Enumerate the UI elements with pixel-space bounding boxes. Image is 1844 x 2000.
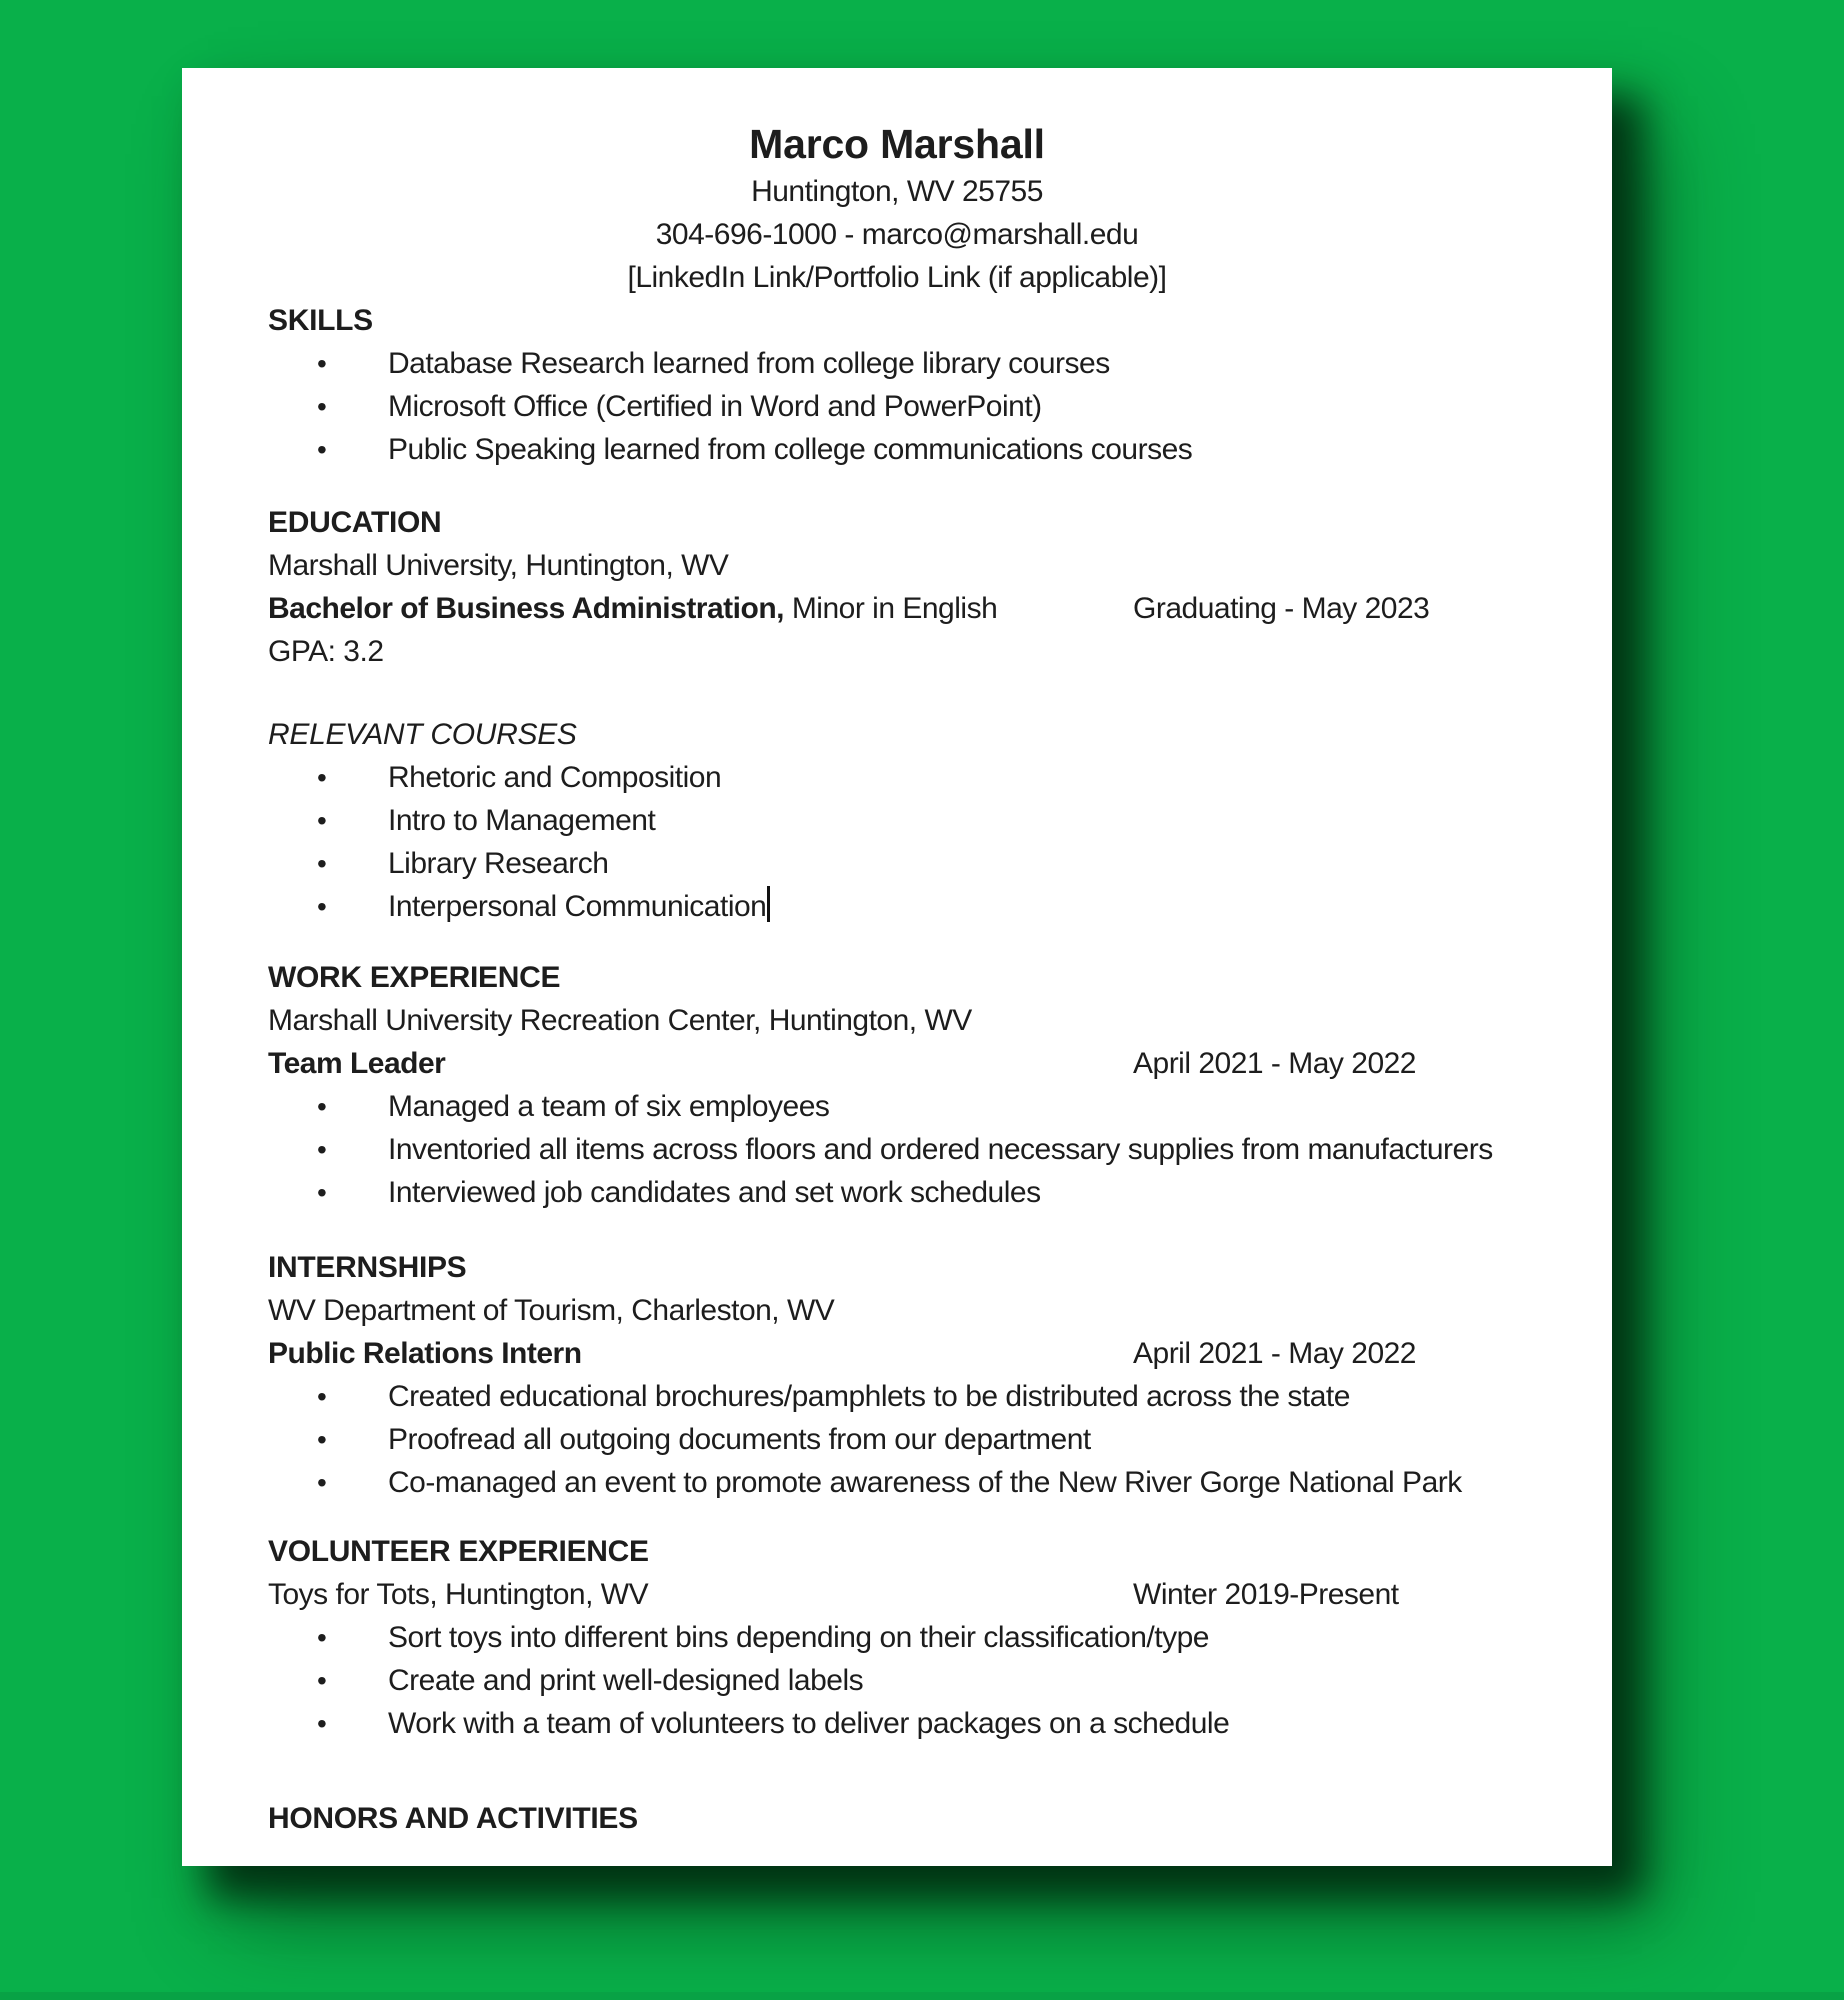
internship-title-line xyxy=(268,1332,1526,1375)
internship-job-title: Public Relations Intern xyxy=(268,1337,582,1370)
course-item xyxy=(268,842,1526,885)
course-item-text: Interpersonal Communication xyxy=(388,890,767,923)
volunteer-duty-item xyxy=(268,1702,1526,1745)
education-gpa: GPA: 3.2 xyxy=(268,635,384,668)
volunteer-heading: VOLUNTEER EXPERIENCE xyxy=(268,1535,649,1568)
bullet-icon: • xyxy=(317,848,327,879)
volunteer-duties-list xyxy=(268,1616,1526,1745)
education-school: Marshall University, Huntington, WV xyxy=(268,549,729,582)
bullet-icon: • xyxy=(317,1467,327,1498)
bullet-icon: • xyxy=(317,1424,327,1455)
candidate-name: Marco Marshall xyxy=(749,121,1045,167)
honors-heading: HONORS AND ACTIVITIES xyxy=(268,1802,638,1835)
bullet-icon: • xyxy=(317,434,327,465)
bullet-icon: • xyxy=(317,762,327,793)
bullet-icon: • xyxy=(317,391,327,422)
volunteer-organization: Toys for Tots, Huntington, WV xyxy=(268,1578,649,1611)
volunteer-date-range: Winter 2019-Present xyxy=(1133,1578,1399,1611)
bullet-icon: • xyxy=(317,348,327,379)
course-item-text: Rhetoric and Composition xyxy=(388,761,722,794)
internships-heading: INTERNSHIPS xyxy=(268,1251,467,1284)
internship-duty-text: Co-managed an event to promote awareness of the New River Gorge National Park xyxy=(388,1466,1462,1499)
section-work-experience xyxy=(268,956,1526,1214)
skills-item-text: Public Speaking learned from college communications courses xyxy=(388,433,1193,466)
section-education xyxy=(268,501,1526,673)
internship-duty-item xyxy=(268,1375,1526,1418)
internship-duty-item xyxy=(268,1418,1526,1461)
internship-date-range: April 2021 - May 2022 xyxy=(1133,1337,1416,1370)
internship-duty-item xyxy=(268,1461,1526,1504)
section-volunteer-experience xyxy=(268,1530,1526,1745)
education-minor: Minor in English xyxy=(783,592,998,625)
work-duty-item xyxy=(268,1085,1526,1128)
work-duty-text: Interviewed job candidates and set work schedules xyxy=(388,1176,1041,1209)
courses-list xyxy=(268,756,1526,928)
work-duties-list xyxy=(268,1085,1526,1214)
volunteer-duty-item xyxy=(268,1616,1526,1659)
internship-duty-text: Proofread all outgoing documents from our department xyxy=(388,1423,1091,1456)
volunteer-duty-text: Sort toys into different bins depending on their classification/type xyxy=(388,1621,1209,1654)
bullet-icon: • xyxy=(317,1708,327,1739)
bullet-icon: • xyxy=(317,1622,327,1653)
section-relevant-courses xyxy=(268,713,1526,928)
course-item-text: Intro to Management xyxy=(388,804,656,837)
skills-item-text: Microsoft Office (Certified in Word and PowerPoint) xyxy=(388,390,1042,423)
education-degree-line xyxy=(268,587,1526,630)
relevant-courses-heading: RELEVANT COURSES xyxy=(268,718,577,751)
skills-list xyxy=(268,342,1526,471)
work-duty-text: Inventoried all items across floors and ordered necessary supplies from manufacturers xyxy=(388,1133,1493,1166)
volunteer-duty-text: Work with a team of volunteers to deliver packages on a schedule xyxy=(388,1707,1230,1740)
section-internships xyxy=(268,1246,1526,1504)
candidate-contact: 304-696-1000 - marco@marshall.edu xyxy=(655,218,1139,251)
text-cursor xyxy=(767,886,770,922)
bullet-icon: • xyxy=(317,805,327,836)
background-bottom-edge xyxy=(0,1992,1844,2000)
skills-heading: SKILLS xyxy=(268,304,373,337)
candidate-links-placeholder: [LinkedIn Link/Portfolio Link (if applicable)] xyxy=(627,261,1167,294)
volunteer-org-line xyxy=(268,1573,1526,1616)
work-duty-item xyxy=(268,1171,1526,1214)
bullet-icon: • xyxy=(317,1134,327,1165)
volunteer-duty-item xyxy=(268,1659,1526,1702)
education-heading: EDUCATION xyxy=(268,506,442,539)
bullet-icon: • xyxy=(317,1381,327,1412)
skills-item xyxy=(268,428,1526,471)
bullet-icon: • xyxy=(317,1177,327,1208)
work-date-range: April 2021 - May 2022 xyxy=(1133,1047,1416,1080)
course-item xyxy=(268,756,1526,799)
skills-item-text: Database Research learned from college library courses xyxy=(388,347,1110,380)
course-item xyxy=(268,799,1526,842)
bullet-icon: • xyxy=(317,891,327,922)
resume-header xyxy=(268,118,1526,299)
work-title-line xyxy=(268,1042,1526,1085)
candidate-location: Huntington, WV 25755 xyxy=(751,175,1043,208)
volunteer-duty-text: Create and print well-designed labels xyxy=(388,1664,864,1697)
work-duty-item xyxy=(268,1128,1526,1171)
course-item xyxy=(268,885,1526,928)
bullet-icon: • xyxy=(317,1665,327,1696)
course-item-text: Library Research xyxy=(388,847,609,880)
skills-item xyxy=(268,342,1526,385)
internship-duty-text: Created educational brochures/pamphlets to be distributed across the state xyxy=(388,1380,1350,1413)
work-experience-heading: WORK EXPERIENCE xyxy=(268,961,561,994)
work-job-title: Team Leader xyxy=(268,1047,446,1080)
education-date: Graduating - May 2023 xyxy=(1133,592,1430,625)
bullet-icon: • xyxy=(317,1091,327,1122)
internship-company: WV Department of Tourism, Charleston, WV xyxy=(268,1294,835,1327)
work-company: Marshall University Recreation Center, Huntington, WV xyxy=(268,1004,972,1037)
section-skills xyxy=(268,299,1526,471)
internship-duties-list xyxy=(268,1375,1526,1504)
section-honors-activities xyxy=(268,1797,1526,1840)
education-degree: Bachelor of Business Administration, xyxy=(268,592,784,625)
work-duty-text: Managed a team of six employees xyxy=(388,1090,830,1123)
skills-item xyxy=(268,385,1526,428)
resume-document-page[interactable] xyxy=(182,68,1612,1866)
